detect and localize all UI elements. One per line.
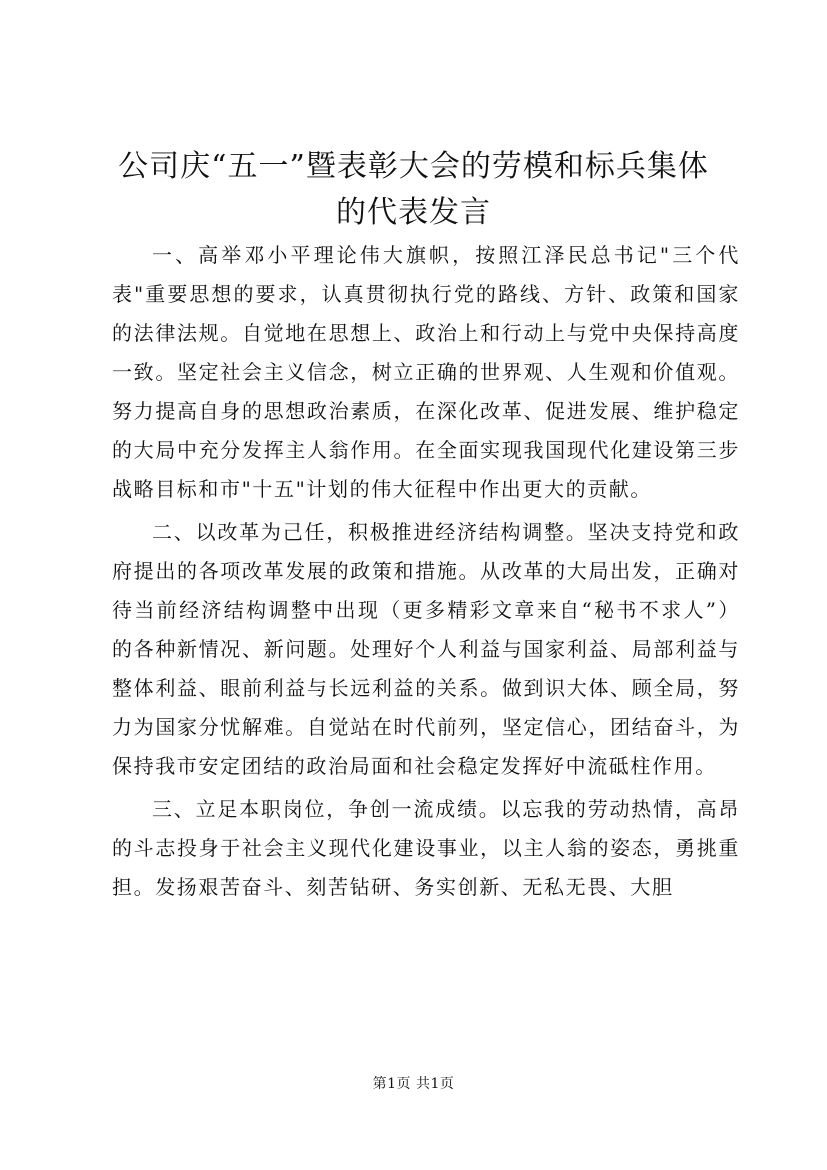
paragraph-3: 三、立足本职岗位，争创一流成绩。以忘我的劳动热情，高昂的斗志投身于社会主义现代化建设事业，以主人翁的姿态，勇挑重担。发扬艰苦奋斗、刻苦钻研、务实创新、无私无畏、大胆 (112, 797, 740, 899)
page-footer: 第1页 共1页 (372, 1076, 455, 1092)
document-body (112, 236, 740, 907)
paragraph-2: 二、以改革为己任，积极推进经济结构调整。坚决支持党和政府提出的各项改革发展的政策和措施。从改革的大局出发，正确对待当前经济结构调整中出现（更多精彩文章来自“秘书不求人”）的各种新情况、新问题。处理好个人利益与国家利益、局部利益与整体利益、眼前利益与长远利益的关系。做到识大体、顾全局，努力为国家分忧解难。自觉站在时代前列，坚定信心，团结奋斗，为保持我市安定团结的政治局面和社会稳定发挥好中流砥柱作用。 (112, 520, 740, 778)
document-title (0, 144, 827, 236)
paragraph-1: 一、高举邓小平理论伟大旗帜，按照江泽民总书记"三个代表"重要思想的要求，认真贯彻执行党的路线、方针、政策和国家的法律法规。自觉地在思想上、政治上和行动上与党中央保持高度一致。坚定社会主义信念，树立正确的世界观、人生观和价值观。努力提高自身的思想政治素质，在深化改革、促进发展、维护稳定的大局中充分发挥主人翁作用。在全面实现我国现代化建设第三步战略目标和市"十五"计划的伟大征程中作出更大的贡献。 (112, 243, 740, 501)
document-title-line-2: 的代表发言 (336, 195, 491, 230)
document-title-line-1: 公司庆“五一”暨表彰大会的劳模和标兵集体 (118, 149, 709, 184)
